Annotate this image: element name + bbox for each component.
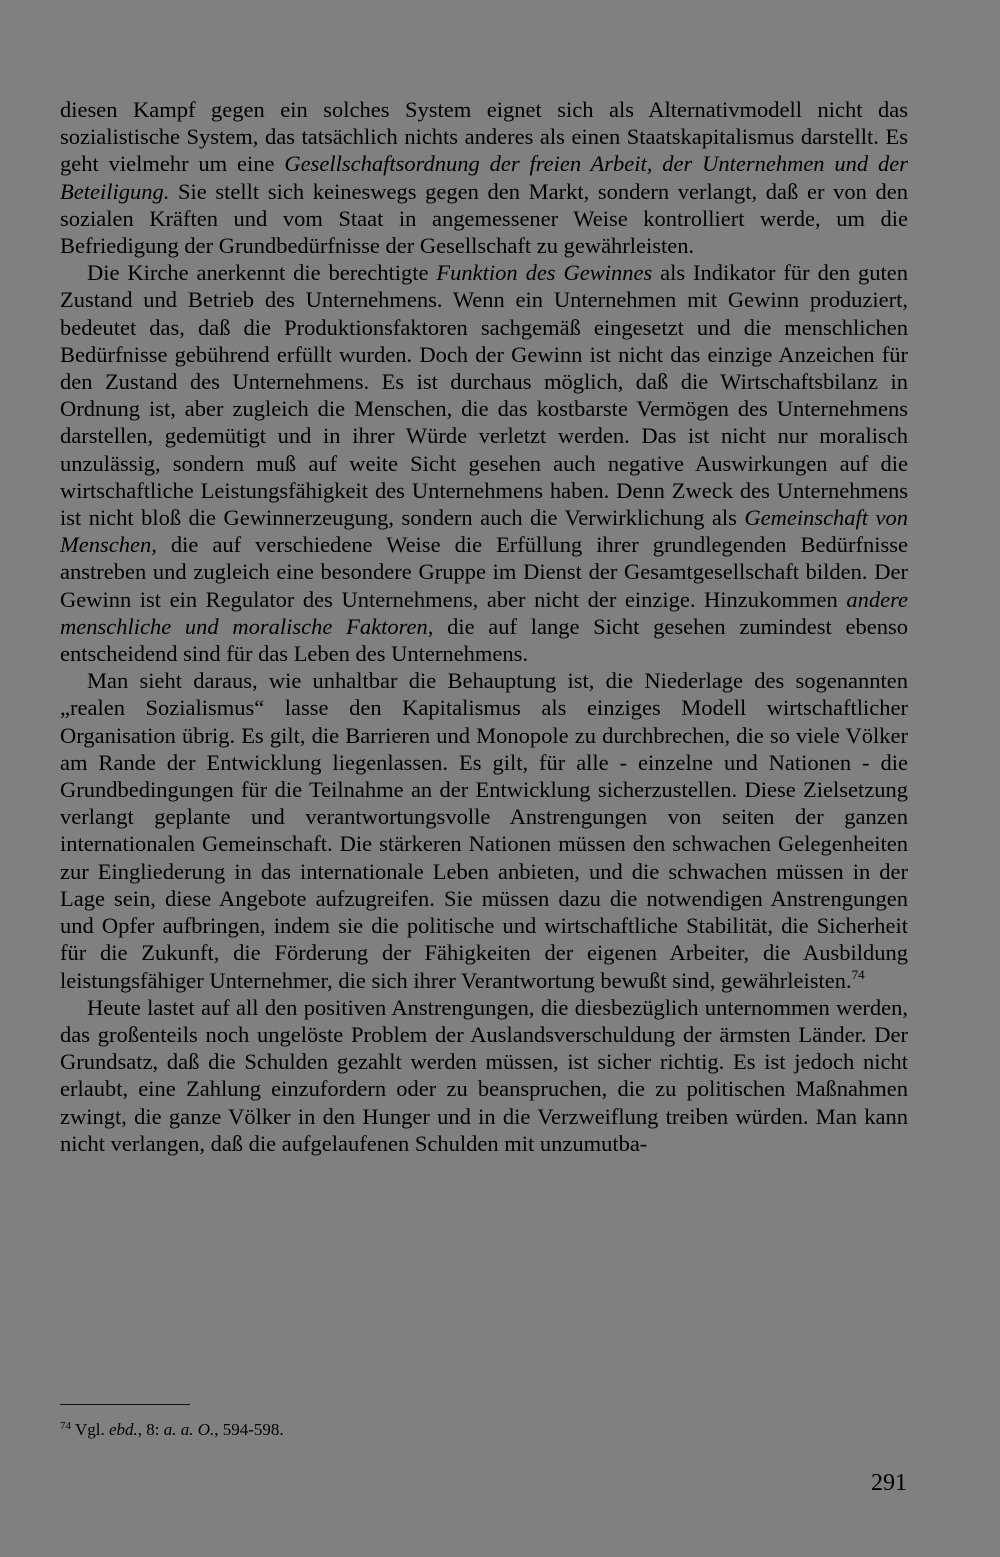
paragraph-1-text: diesen Kampf gegen ein solches System eignet sich als Alternativmodell nicht das sozialistische System, das tatsächlich nichts anderes als einen Staatskapitalismus darstellt. Es geht vielmehr um eine xyxy=(60,97,908,177)
footnote-reference[interactable]: 74 xyxy=(851,966,865,982)
paragraph-4-text: Heute lastet auf all den positiven Anstrengungen, die diesbezüglich unternommen werden, das großenteils noch ungelöste Problem der Auslandsverschuldung der ärmsten Länder. Der Grundsatz, daß die Schulden gezahlt werden müssen, ist sicher richtig. Es ist jedoch nicht erlaubt, eine Zahlung einzufordern oder zu beanspruchen, die zu politischen Maßnahmen zwingt, die ganze Völker in den Hunger und in die Verzweiflung treiben würden. Man kann nicht verlangen, daß die aufgelaufenen Schulden mit unzumutba- xyxy=(60,994,908,1156)
paragraph-1-emphasis: Gesellschaftsordnung der freien Arbeit, der Unternehmen und der Beteiligung. xyxy=(60,151,908,204)
page-number: 291 xyxy=(871,1470,907,1496)
page-body xyxy=(60,96,908,1157)
paragraph-3-text: Man sieht daraus, wie unhaltbar die Behauptung ist, die Niederlage des sogenannten „realen Sozialismus“ lasse den Kapitalismus als einziges Modell wirtschaftlicher Organisation übrig. Es gilt, die Barrieren und Monopole zu durchbrechen, die so viele Völker am Rande der Entwicklung liegenlassen. Es gilt, für alle - einzelne und Nationen - die Grundbedingungen für die Teilnahme an der Entwicklung sicherzustellen. Diese Zielsetzung verlangt geplante und verantwortungsvolle Anstrengungen von seiten der ganzen internationalen Gemeinschaft. Die stärkeren Nationen müssen den schwachen Gelegenheiten zur Eingliederung in das internationale Leben anbieten, und die schwachen müssen in der Lage sein, diese Angebote aufzugreifen. Sie müssen dazu die notwendigen Anstrengungen und Opfer aufbringen, indem sie die politische und wirtschaftliche Stabilität, die Sicherheit für die Zukunft, die Förderung der Fähigkeiten der eigenen Arbeiter, die Ausbildung leistungsfähiger Unternehmer, die sich ihrer Verantwortung bewußt sind, gewährleisten. xyxy=(60,668,908,993)
paragraph-2-text-4: die auf lange Sicht gesehen zumindest ebenso entscheidend sind für das Leben des Unternehmens. xyxy=(60,613,908,667)
paragraph-2-text-2: als Indikator für den guten Zustand und Betrieb des Unternehmens. Wenn ein Unternehmen mit Gewinn produziert, bedeutet das, daß die Produktionsfaktoren sachgemäß eingesetzt und die menschlichen Bedürfnisse gebührend erfüllt wurden. Doch der Gewinn ist nicht das einzige Anzeichen für den Zustand des Unternehmens. Es ist durchaus möglich, daß die Wirtschaftsbilanz in Ordnung ist, aber zugleich die Menschen, die das kostbarste Vermögen des Unternehmens darstellen, gedemütigt und in ihrer Würde verletzt werden. Das ist nicht nur moralisch unzulässig, sondern muß auf weite Sicht gesehen auch negative Auswirkungen auf die wirtschaftliche Leistungsfähigkeit des Unternehmens haben. Denn Zweck des Unternehmens ist nicht bloß die Gewinnerzeugung, sondern auch die Verwirklichung als xyxy=(60,260,908,531)
paragraph-2 xyxy=(60,259,908,667)
paragraph-2-emphasis-2: Gemeinschaft von Menschen, xyxy=(60,505,908,558)
paragraph-2-emphasis-3: andere menschliche und moralische Faktoren, xyxy=(60,586,908,639)
paragraph-4 xyxy=(60,994,908,1157)
footnote xyxy=(60,1420,284,1440)
footnote-number: 74 xyxy=(60,1420,71,1432)
footnote-text: Vgl. xyxy=(71,1420,109,1439)
footnote-text-3: , 594-598. xyxy=(214,1420,284,1439)
footnote-divider xyxy=(60,1404,190,1405)
paragraph-2-text-3: die auf verschiedene Weise die Erfüllung ihrer grundlegenden Bedürfnisse anstreben und zugleich eine besondere Gruppe im Dienst der Gesamtgesellschaft bilden. Der Gewinn ist ein Regulator des Unternehmens, aber nicht der einzige. Hinzukommen xyxy=(60,532,908,612)
footnote-text-2: , 8: xyxy=(137,1420,164,1439)
paragraph-2-text: Die Kirche anerkennt die berechtigte xyxy=(87,260,437,286)
footnote-aao: a. a. O. xyxy=(163,1420,215,1439)
paragraph-2-emphasis-1: Funktion des Gewinnes xyxy=(436,260,653,286)
paragraph-1 xyxy=(60,96,908,259)
paragraph-1-text-end: Sie stellt sich keineswegs gegen den Markt, sondern verlangt, daß er von den sozialen Kräften und vom Staat in angemessener Weise kontrolliert werde, um die Befriedigung der Grundbedürfnisse der Gesellschaft zu gewährleisten. xyxy=(60,178,908,259)
footnote-ebd: ebd. xyxy=(108,1420,138,1439)
paragraph-3 xyxy=(60,667,908,993)
